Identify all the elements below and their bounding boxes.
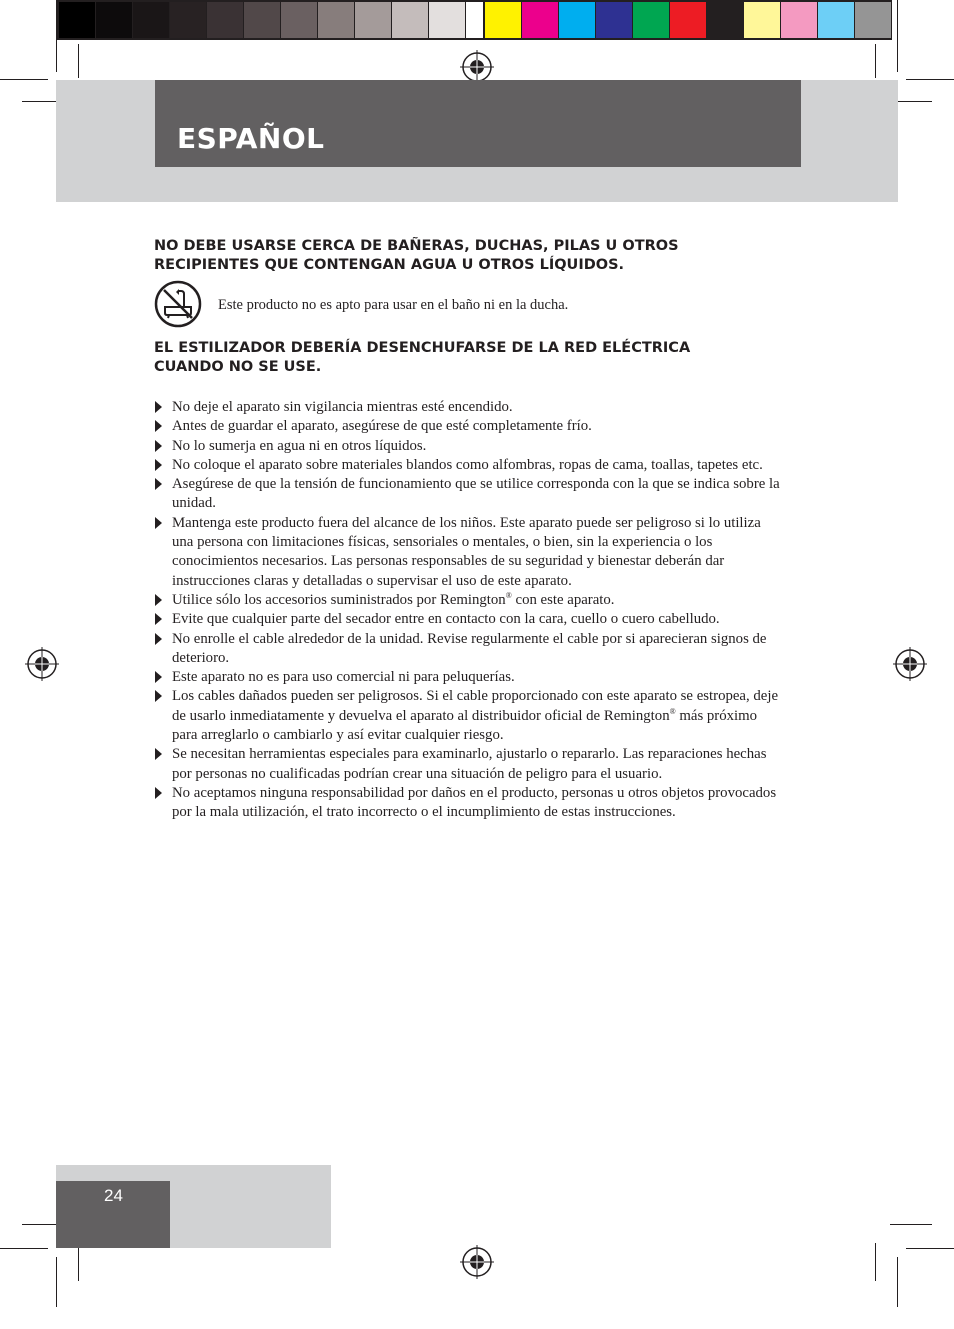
- no-bathtub-icon: [154, 280, 202, 328]
- list-item: Los cables dañados pueden ser peligrosos. Si el cable proporcionado con este aparato se estropea, deje de usarlo inmediatamente y devuelva el aparato al distribuidor oficial de Remington® más próximo para arreglarlo o cambiarlo y así evitar cualquier riesgo.: [154, 687, 784, 745]
- triangle-bullet-icon: [155, 787, 162, 799]
- crop-mark: [897, 0, 898, 72]
- list-item: Mantenga este producto fuera del alcance de los niños. Este aparato puede ser peligroso si lo utiliza una persona con limitaciones físicas, sensoriales o mentales, o bien, sin la experiencia o los conocimientos necesarios. Las personas responsables de su seguridad y bienestar deberán dar instrucciones claras y detalladas o supervisar el uso de este aparato.: [154, 514, 784, 591]
- unplug-warning-line: EL ESTILIZADOR DEBERÍA DESENCHUFARSE DE LA RED ELÉCTRICA: [154, 340, 691, 356]
- color-swatch: [392, 2, 428, 38]
- triangle-bullet-icon: [155, 440, 162, 452]
- list-item: Evite que cualquier parte del secador entre en contacto con la cara, cuello o cuero cabelludo.: [154, 610, 784, 629]
- crop-mark: [875, 44, 876, 78]
- list-item: Antes de guardar el aparato, asegúrese de que esté completamente frío.: [154, 417, 784, 436]
- color-swatch: [707, 2, 743, 38]
- color-swatch: [744, 2, 780, 38]
- triangle-bullet-icon: [155, 613, 162, 625]
- triangle-bullet-icon: [155, 517, 162, 529]
- crop-mark: [56, 0, 57, 72]
- crop-mark: [906, 1248, 954, 1249]
- crop-mark: [875, 1243, 876, 1281]
- list-item: No aceptamos ninguna responsabilidad por daños en el producto, personas u otros objetos provocados por la mala utilización, el trato incorrecto o el incumplimiento de estas instrucciones.: [154, 784, 784, 823]
- unplug-warning-line: CUANDO NO SE USE.: [154, 359, 322, 375]
- color-swatch: [522, 2, 558, 38]
- triangle-bullet-icon: [155, 459, 162, 471]
- registration-mark-icon: [460, 1245, 494, 1279]
- water-warning-line: NO DEBE USARSE CERCA DE BAÑERAS, DUCHAS, PILAS U OTROS: [154, 238, 679, 254]
- color-swatch: [429, 2, 465, 38]
- list-item: No coloque el aparato sobre materiales blandos como alfombras, ropas de cama, toallas, tapetes etc.: [154, 456, 784, 475]
- color-swatch: [633, 2, 669, 38]
- list-item: Asegúrese de que la tensión de funcionamiento que se utilice corresponda con la que se indica sobre la unidad.: [154, 475, 784, 514]
- color-swatch: [559, 2, 595, 38]
- registered-mark: ®: [505, 591, 512, 601]
- triangle-bullet-icon: [155, 633, 162, 645]
- color-swatch: [133, 2, 169, 38]
- crop-mark: [0, 1248, 48, 1249]
- list-item: No lo sumerja en agua ni en otros líquidos.: [154, 437, 784, 456]
- page-title: ESPAÑOL: [177, 122, 325, 155]
- color-swatch: [670, 2, 706, 38]
- crop-mark: [897, 1257, 898, 1307]
- color-swatch: [207, 2, 243, 38]
- page-number: 24: [104, 1186, 123, 1205]
- grayscale-swatch-strip: [57, 0, 503, 40]
- triangle-bullet-icon: [155, 420, 162, 432]
- color-swatch: [318, 2, 354, 38]
- crop-mark: [78, 1243, 79, 1281]
- color-swatch: [485, 2, 521, 38]
- color-swatch-strip: [483, 0, 892, 40]
- list-item: No enrolle el cable alrededor de la unidad. Revise regularmente el cable por si aparecieran signos de deterioro.: [154, 630, 784, 669]
- list-item: No deje el aparato sin vigilancia mientras esté encendido.: [154, 398, 784, 417]
- water-warning: [154, 237, 794, 275]
- crop-mark: [56, 1257, 57, 1307]
- registration-mark-icon: [460, 50, 494, 84]
- triangle-bullet-icon: [155, 478, 162, 490]
- list-item: Utilice sólo los accesorios suministrados por Remington® con este aparato.: [154, 591, 784, 610]
- triangle-bullet-icon: [155, 671, 162, 683]
- color-swatch: [281, 2, 317, 38]
- list-item: Este aparato no es para uso comercial ni para peluquerías.: [154, 668, 784, 687]
- color-swatch: [59, 2, 95, 38]
- color-swatch: [355, 2, 391, 38]
- color-swatch: [818, 2, 854, 38]
- page-number-box: [56, 1181, 170, 1248]
- color-swatch: [244, 2, 280, 38]
- triangle-bullet-icon: [155, 401, 162, 413]
- crop-mark: [0, 79, 48, 80]
- registration-mark-icon: [893, 647, 927, 681]
- safety-instructions-list: [154, 398, 784, 823]
- registration-mark-icon: [25, 647, 59, 681]
- color-swatch: [781, 2, 817, 38]
- color-swatch: [96, 2, 132, 38]
- triangle-bullet-icon: [155, 748, 162, 760]
- color-swatch: [170, 2, 206, 38]
- bath-symbol-caption: Este producto no es apto para usar en el baño ni en la ducha.: [218, 297, 569, 313]
- unplug-warning: [154, 339, 794, 377]
- water-warning-line: RECIPIENTES QUE CONTENGAN AGUA U OTROS LÍQUIDOS.: [154, 257, 625, 273]
- crop-mark: [78, 44, 79, 78]
- registered-mark: ®: [669, 706, 676, 716]
- color-swatch: [855, 2, 891, 38]
- list-item: Se necesitan herramientas especiales para examinarlo, ajustarlo o repararlo. Las reparaciones hechas por personas no cualificadas podrían crear una situación de peligro para el usuario.: [154, 745, 784, 784]
- bath-symbol-row: [154, 280, 794, 330]
- triangle-bullet-icon: [155, 690, 162, 702]
- triangle-bullet-icon: [155, 594, 162, 606]
- color-swatch: [596, 2, 632, 38]
- crop-mark: [906, 79, 954, 80]
- header-title-box: [155, 80, 801, 167]
- crop-mark: [890, 1224, 932, 1225]
